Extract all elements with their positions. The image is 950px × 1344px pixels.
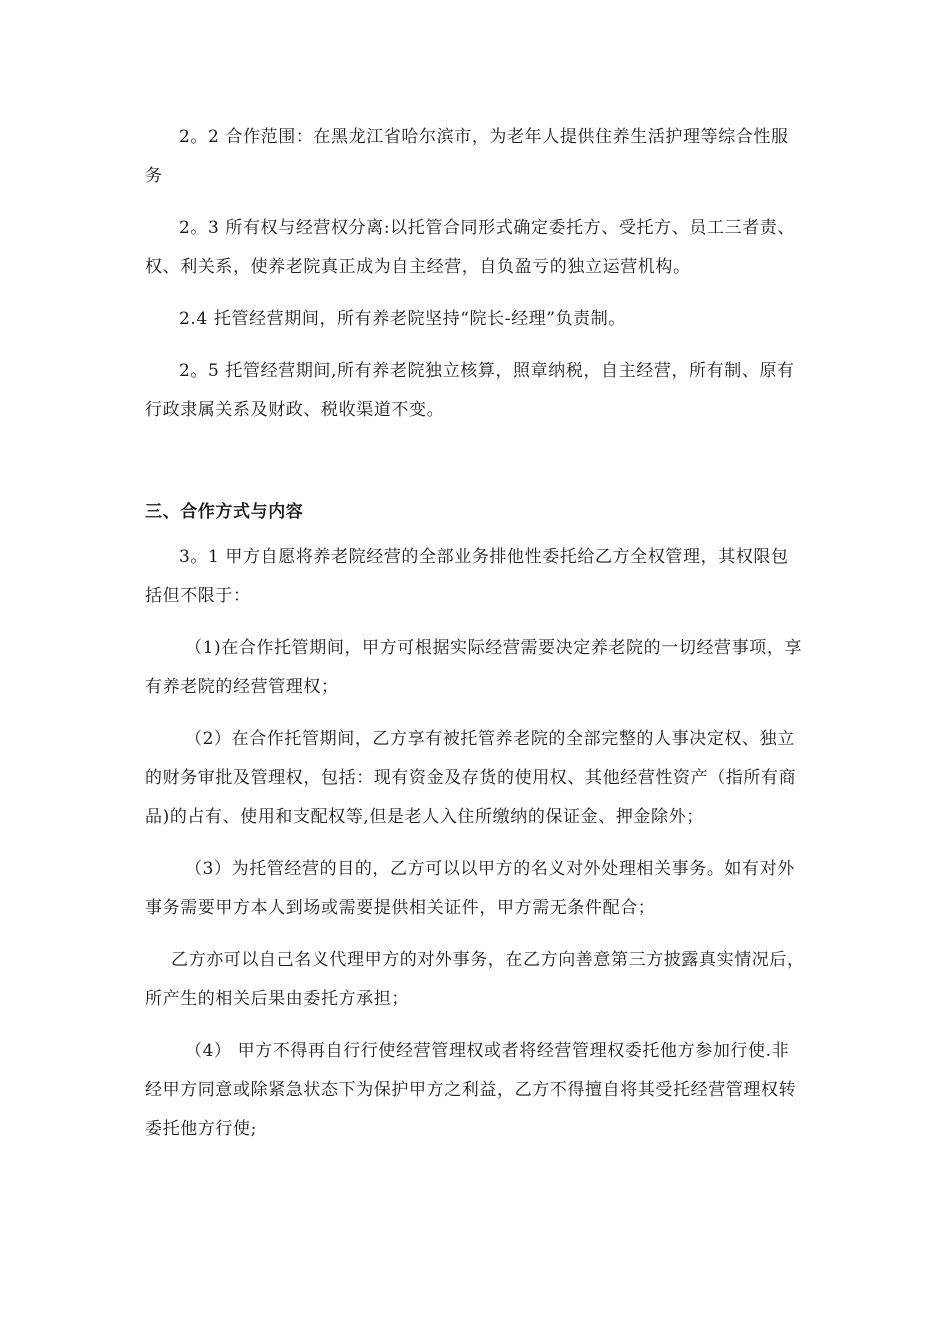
section-spacer bbox=[145, 443, 805, 493]
document-body bbox=[145, 118, 805, 1162]
clause-3-1-item-4: （4） 甲方不得再自行行使经营管理权或者将经营管理权委托他方参加行使.非经甲方同意或除紧急状态下为保护甲方之利益，乙方不得擅自将其受托经营管理权转委托他方行使; bbox=[145, 1041, 797, 1139]
clause-3-1-item-3: （3）为托管经营的目的，乙方可以以甲方的名义对外处理相关事务。如有对外事务需要甲方本人到场或需要提供相关证件，甲方需无条件配合； bbox=[145, 859, 795, 918]
clause-3-1-item-3-continued: 乙方亦可以自己名义代理甲方的对外事务，在乙方向善意第三方披露真实情况后，所产生的相关后果由委托方承担； bbox=[145, 950, 805, 1009]
clause-3-1-item-1: （1)在合作托管期间，甲方可根据实际经营需要决定养老院的一切经营事项，享有养老院的经营管理权； bbox=[145, 638, 803, 697]
section-heading: 三、合作方式与内容 bbox=[145, 502, 304, 522]
clause-2-2: 2。2 合作范围：在黑龙江省哈尔滨市，为老年人提供住养生活护理等综合性服务 bbox=[145, 127, 789, 186]
clause-2-4: 2.4 托管经营期间，所有养老院坚持“院长-经理”负责制。 bbox=[179, 309, 626, 329]
clause-3-1: 3。1 甲方自愿将养老院经营的全部业务排他性委托给乙方全权管理，其权限包括但不限于： bbox=[145, 547, 789, 606]
clause-2-3: 2。3 所有权与经营权分离:以托管合同形式确定委托方、受托方、员工三者责、权、利关系，使养老院真正成为自主经营，自负盈亏的独立运营机构。 bbox=[145, 218, 795, 277]
clause-2-5: 2。5 托管经营期间,所有养老院独立核算，照章纳税，自主经营，所有制、原有行政隶属关系及财政、税收渠道不变。 bbox=[145, 361, 795, 420]
clause-3-1-item-2: （2）在合作托管期间，乙方享有被托管养老院的全部完整的人事决定权、独立的财务审批及管理权，包括：现有资金及存货的使用权、其他经营性资产（指所有商品)的占有、使用和支配权等,但是老人入住所缴纳的保证金、押金除外； bbox=[145, 729, 797, 827]
